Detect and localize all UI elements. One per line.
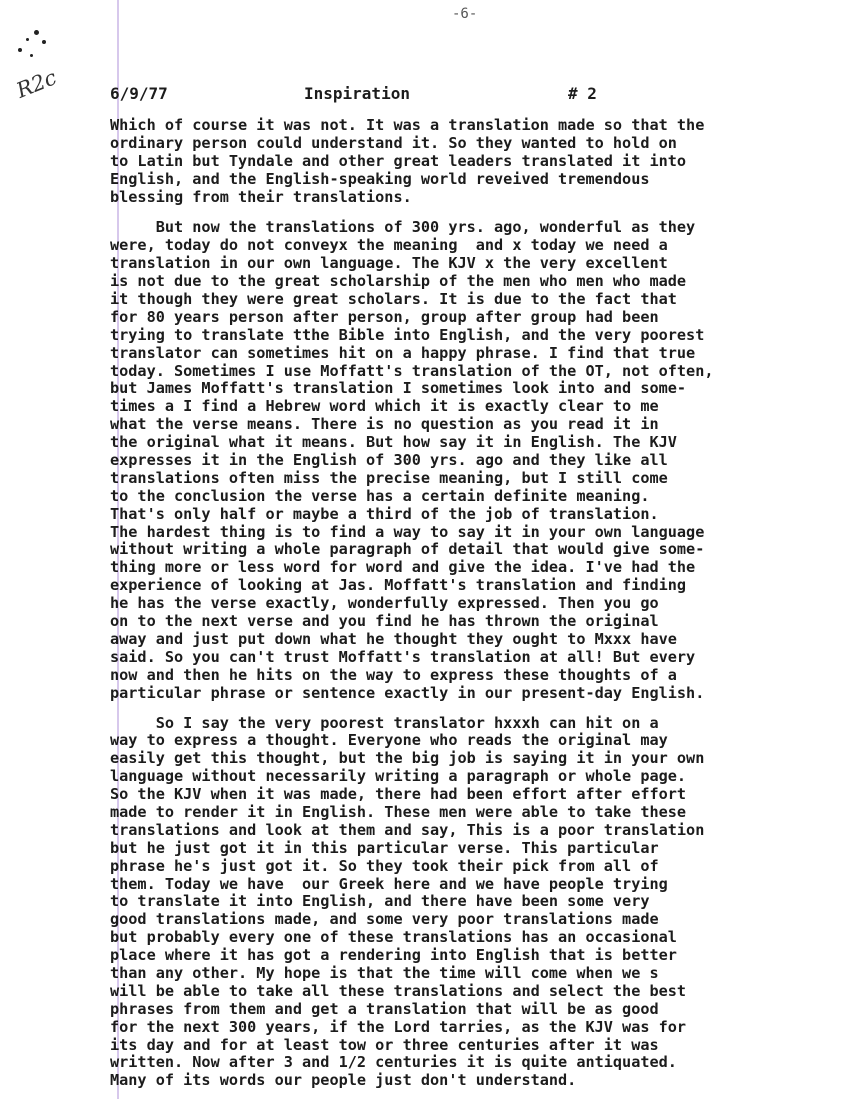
text-line: translator can sometimes hit on a happy phrase. I find that true [110,343,696,362]
text-line: Many of its words our people just don't understand. [110,1071,577,1090]
text-line: to the conclusion the verse has a certain definite meaning. [110,486,650,505]
text-line: particular phrase or sentence exactly in our present-day English. [110,683,705,702]
text-line: But now the translations of 300 yrs. ago, wonderful as they [110,218,696,237]
text-line: experience of looking at Jas. Moffatt's translation and finding [110,576,687,595]
text-line: way to express a thought. Everyone who reads the original may [110,731,668,750]
paragraph-1 [110,117,810,206]
text-line: The hardest thing is to find a way to say it in your own language [110,522,705,541]
text-line: language without necessarily writing a paragraph or whole page. [110,767,687,786]
text-line: away and just put down what he thought they ought to Mxxx have [110,629,677,648]
text-line: ordinary person could understand it. So they wanted to hold on [110,133,677,152]
page-mark: -6- [452,6,478,22]
text-line: good translations made, and some very poor translations made [110,910,659,929]
header-page-number: # 2 [568,84,597,103]
text-line: That's only half or maybe a third of the job of translation. [110,504,659,523]
text-line: will be able to take all these translations and select the best [110,981,687,1000]
text-line: expresses it in the English of 300 yrs. ago and they like all [110,451,668,470]
paragraph-3 [110,715,810,1091]
document-body [110,117,810,1090]
text-line: phrases from them and get a translation that will be as good [110,999,659,1018]
text-line: to translate it into English, and there have been some very [110,892,650,911]
text-line: without writing a whole paragraph of detail that would give some- [110,540,705,559]
text-line: is not due to the great scholarship of the men who men who made [110,272,687,291]
text-line: it though they were great scholars. It is due to the fact that [110,290,677,309]
text-line: what the verse means. There is no question as you read it in [110,415,659,434]
text-line: were, today do not conveyx the meaning and x today we need a [110,236,668,255]
text-line: English, and the English-speaking world reveived tremendous [110,169,650,188]
text-line: for 80 years person after person, group after group had been [110,307,659,326]
paragraph-2 [110,219,810,702]
text-line: Which of course it was not. It was a translation made so that the [110,116,705,134]
header-date: 6/9/77 [110,84,168,103]
text-line: but James Moffatt's translation I sometimes look into and some- [110,379,687,398]
text-line: translations often miss the precise meaning, but I still come [110,468,668,487]
page-header [110,84,750,106]
text-line: thing more or less word for word and give the idea. I've had the [110,558,696,577]
text-line: now and then he hits on the way to express these thoughts of a [110,665,677,684]
handwritten-initials-mark: R2c [12,28,54,96]
text-line: but probably every one of these translations has an occasional [110,928,677,947]
text-line: times a I find a Hebrew word which it is exactly clear to me [110,397,659,416]
text-line: he has the verse exactly, wonderfully expressed. Then you go [110,594,659,613]
text-line: them. Today we have our Greek here and we have people trying [110,874,668,893]
text-line: said. So you can't trust Moffatt's translation at all! But every [110,647,696,666]
text-line: written. Now after 3 and 1/2 centuries it is quite antiquated. [110,1053,677,1072]
text-line: So I say the very poorest translator hxxxh can hit on a [110,713,659,732]
text-line: for the next 300 years, if the Lord tarries, as the KJV was for [110,1017,687,1036]
text-line: on to the next verse and you find he has thrown the original [110,612,659,631]
text-line: trying to translate tthe Bible into English, and the very poorest [110,325,705,344]
text-line: its day and for at least tow or three centuries after it was [110,1035,659,1054]
text-line: to Latin but Tyndale and other great leaders translated it into [110,151,687,170]
header-title: Inspiration [304,84,410,103]
text-line: phrase he's just got it. So they took their pick from all of [110,856,659,875]
text-line: the original what it means. But how say it in English. The KJV [110,433,677,452]
text-line: easily get this thought, but the big job is saying it in your own [110,749,705,768]
text-line: translation in our own language. The KJV x the very excellent [110,254,668,273]
text-line: than any other. My hope is that the time will come when we s [110,963,659,982]
text-line: translations and look at them and say, This is a poor translation [110,820,705,839]
text-line: So the KJV when it was made, there had been effort after effort [110,785,687,804]
text-line: today. Sometimes I use Moffatt's translation of the OT, not often, [110,361,714,380]
text-line: but he just got it in this particular verse. This particular [110,838,659,857]
text-line: blessing from their translations. [110,187,412,206]
text-line: place where it has got a rendering into English that is better [110,946,677,965]
text-line: made to render it in English. These men were able to take these [110,802,687,821]
